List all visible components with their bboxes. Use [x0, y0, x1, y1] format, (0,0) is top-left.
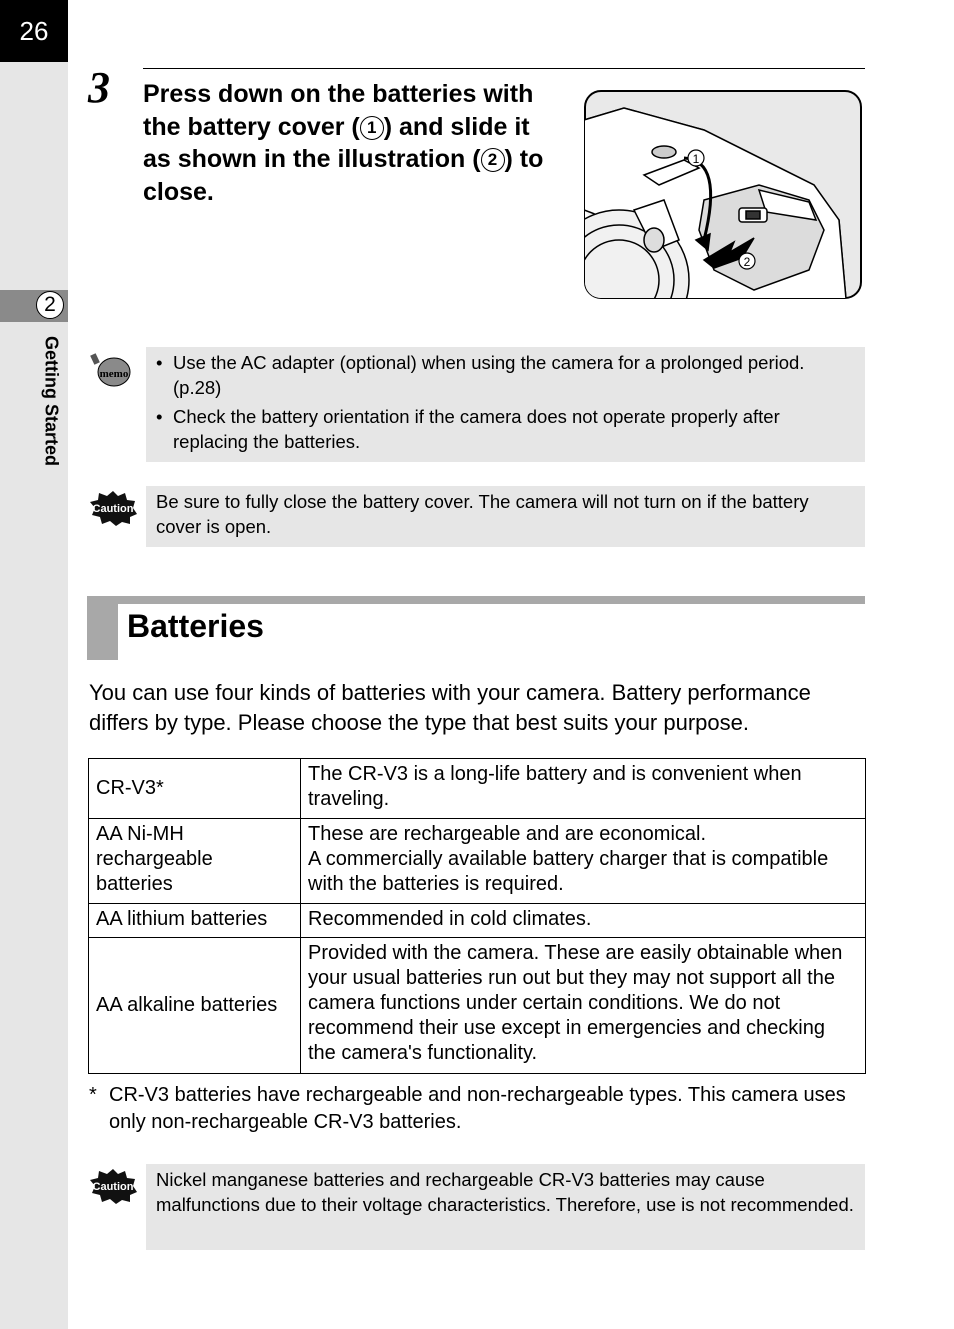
caution-box — [146, 1164, 865, 1250]
battery-description: These are rechargeable and are economical. A commercially available battery charger that is compatible with the batteries is required. — [301, 819, 866, 904]
memo-item: • Use the AC adapter (optional) when using the camera for a prolonged period. (p.28) — [156, 350, 855, 400]
footnote-marker: * — [89, 1084, 97, 1106]
memo-item: • Check the battery orientation if the camera does not operate properly after replacing the batteries. — [156, 404, 855, 454]
caution-text: Nickel manganese batteries and rechargeable CR-V3 batteries may cause malfunctions due to their voltage characteristics. Therefore, use is not recommended. — [156, 1169, 854, 1215]
memo-icon — [90, 350, 132, 390]
footnote — [89, 1082, 865, 1136]
svg-text:memo: memo — [99, 368, 129, 380]
memo-box — [146, 347, 865, 462]
circled-number-1: 1 — [360, 116, 384, 140]
footnote-text: CR-V3 batteries have rechargeable and non-rechargeable types. This camera uses only non-rechargeable CR-V3 batteries. — [109, 1084, 846, 1133]
battery-description: The CR-V3 is a long-life battery and is convenient when traveling. — [301, 759, 866, 819]
section-marker — [87, 596, 118, 660]
svg-text:Caution: Caution — [92, 1181, 134, 1193]
battery-cover-illustration — [584, 90, 862, 299]
circled-number-2: 2 — [481, 148, 505, 172]
battery-table — [88, 758, 866, 1074]
chapter-title: Getting Started — [41, 336, 62, 467]
table-row — [89, 759, 866, 819]
battery-type: AA lithium batteries — [89, 904, 301, 938]
caution-icon — [88, 490, 138, 526]
battery-type: AA alkaline batteries — [89, 938, 301, 1074]
illustration-label-2: 2 — [743, 255, 751, 269]
caution-box — [146, 486, 865, 547]
section-rule — [87, 596, 865, 604]
table-row — [89, 819, 866, 904]
section-title: Batteries — [127, 608, 264, 644]
step-divider — [143, 68, 865, 69]
battery-type: CR-V3* — [89, 759, 301, 819]
table-row — [89, 938, 866, 1074]
battery-description: Recommended in cold climates. — [301, 904, 866, 938]
step-number: 3 — [88, 63, 110, 112]
page-number: 26 — [0, 0, 68, 62]
illustration-label-1: 1 — [692, 152, 700, 166]
svg-text:Caution: Caution — [92, 503, 134, 515]
side-strip — [0, 0, 68, 1329]
step-instruction: Press down on the batteries with the battery cover ( 1 ) and slide it as shown in the illustration ( 2 ) to close. — [143, 80, 544, 206]
battery-description: Provided with the camera. These are easily obtainable when your usual batteries run out but they may not support all the camera functions under certain conditions. We do not recommend their use except in emergencies and checking the camera's functionality. — [301, 938, 866, 1074]
chapter-number: 2 — [36, 291, 64, 319]
caution-icon — [88, 1168, 138, 1204]
table-row — [89, 904, 866, 938]
battery-type: AA Ni-MH rechargeable batteries — [89, 819, 301, 904]
caution-text: Be sure to fully close the battery cover. The camera will not turn on if the battery cover is open. — [156, 491, 809, 537]
intro-paragraph: You can use four kinds of batteries with your camera. Battery performance differs by type. Please choose the type that best suits your purpose. — [89, 680, 811, 735]
